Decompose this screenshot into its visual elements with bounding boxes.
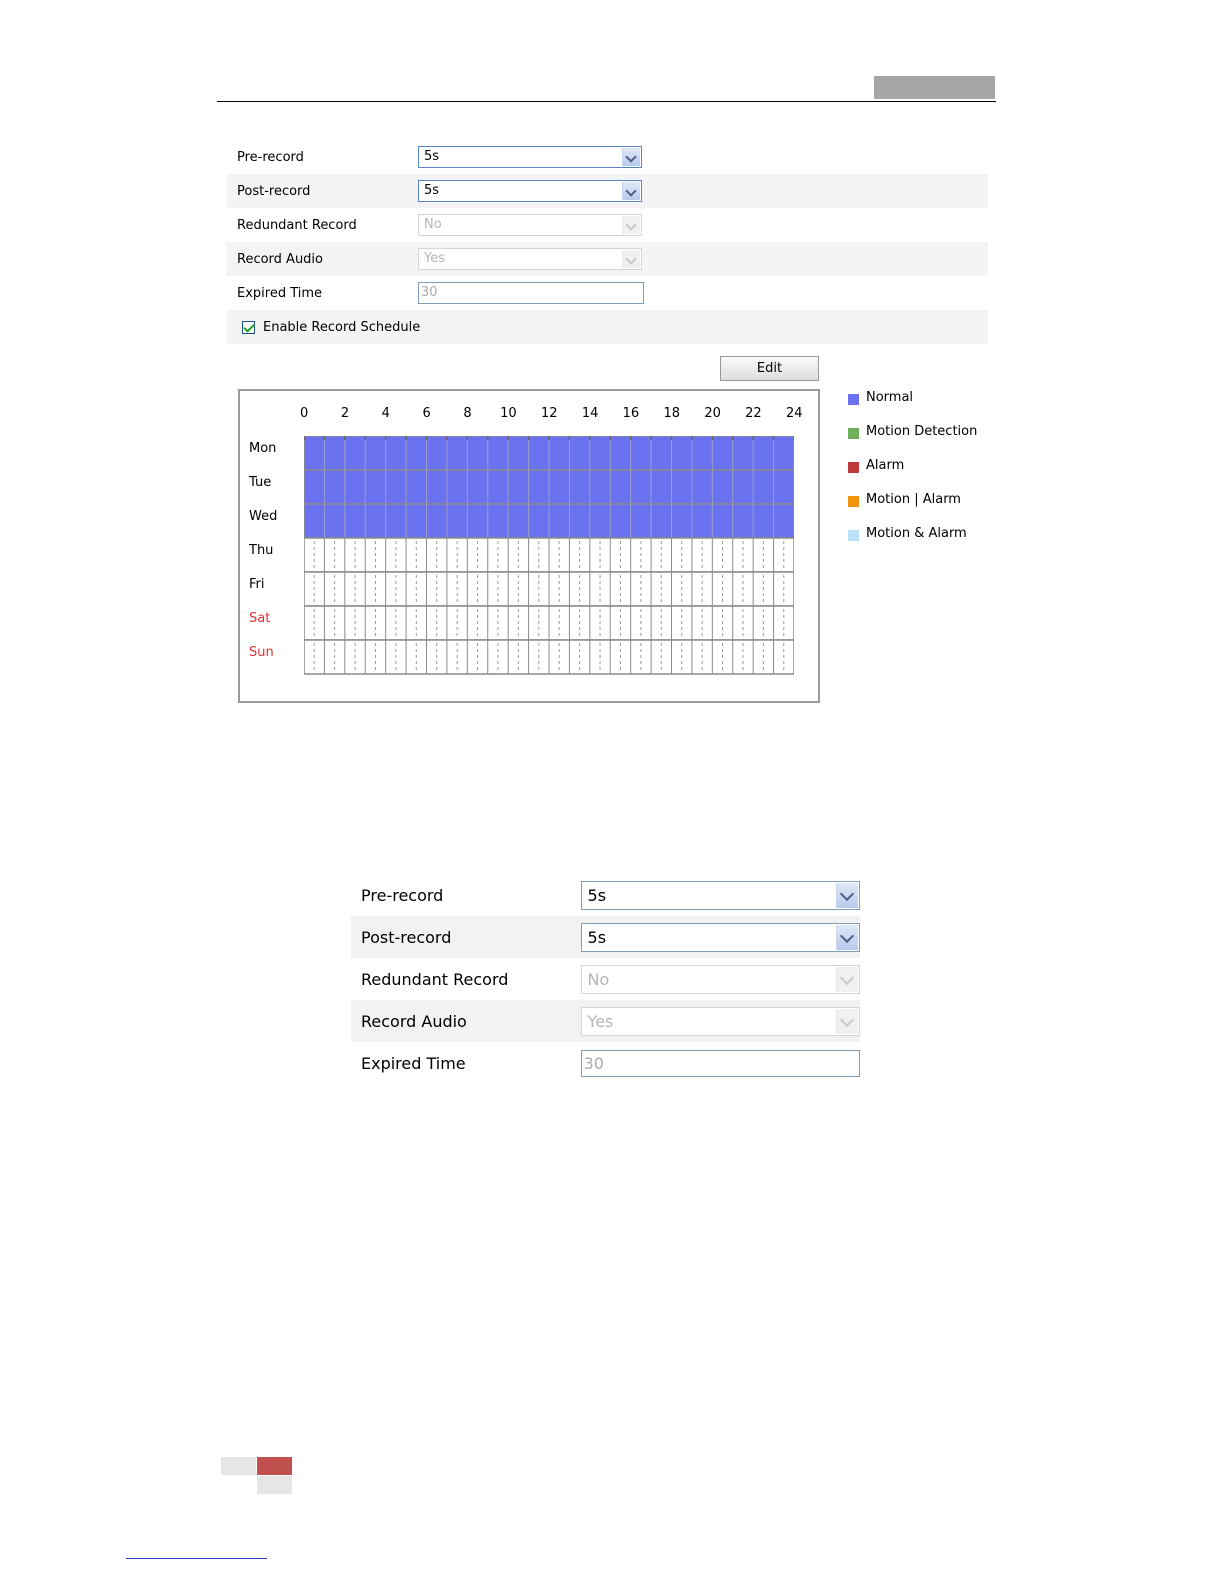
legend-label: Motion | Alarm — [866, 492, 961, 507]
hour-label: 0 — [300, 406, 309, 421]
header-tab-block — [874, 76, 995, 99]
expired-time-input[interactable]: 30 — [581, 1050, 860, 1077]
footer-link-underline — [126, 1558, 267, 1559]
footer-block — [221, 1457, 256, 1475]
post-record-label: Post-record — [237, 183, 311, 199]
day-label-mon: Mon — [249, 441, 277, 456]
record-audio-select — [581, 1007, 860, 1036]
day-label-sun: Sun — [249, 645, 274, 660]
hour-label: 22 — [745, 406, 762, 421]
post-record-select[interactable] — [418, 180, 642, 202]
record-audio-value: Yes — [424, 251, 445, 266]
pre-record-value: 5s — [424, 149, 440, 164]
post-record-value: 5s — [587, 927, 607, 947]
hour-label: 10 — [500, 406, 517, 421]
pre-record-value: 5s — [587, 885, 607, 905]
chevron-down-icon[interactable] — [836, 883, 858, 908]
record-settings-form-large — [351, 874, 860, 1084]
hour-label: 8 — [463, 406, 472, 421]
hour-label: 16 — [622, 406, 640, 421]
redundant-record-label: Redundant Record — [237, 217, 357, 233]
pre-record-label: Pre-record — [361, 885, 444, 905]
legend-swatch — [848, 496, 859, 507]
expired-time-label: Expired Time — [237, 285, 323, 301]
header-rule — [217, 101, 996, 102]
hour-label: 4 — [381, 406, 390, 421]
redundant-record-row-large — [351, 958, 860, 1000]
schedule-grid[interactable] — [304, 436, 794, 676]
footer-block — [257, 1476, 292, 1494]
post-record-row — [226, 174, 988, 208]
record-audio-label: Record Audio — [237, 251, 323, 267]
enable-schedule-checkbox[interactable] — [242, 321, 255, 334]
redundant-record-value: No — [587, 969, 610, 989]
expired-time-row-large — [351, 1042, 860, 1084]
day-label-thu: Thu — [249, 543, 274, 558]
pre-record-label: Pre-record — [237, 149, 304, 165]
redundant-record-label: Redundant Record — [361, 969, 509, 989]
chevron-down-icon[interactable] — [836, 925, 858, 950]
redundant-record-row — [226, 208, 988, 242]
legend-swatch — [848, 428, 859, 439]
hour-label: 20 — [704, 406, 721, 421]
record-audio-select — [418, 248, 642, 270]
hour-label: 24 — [786, 406, 803, 421]
hour-label: 12 — [541, 406, 558, 421]
post-record-select[interactable] — [581, 923, 860, 952]
pre-record-select[interactable] — [418, 146, 642, 168]
record-settings-form — [226, 140, 988, 344]
day-label-sat: Sat — [249, 611, 271, 626]
post-record-label: Post-record — [361, 927, 452, 947]
hour-label: 14 — [581, 406, 599, 421]
expired-time-label: Expired Time — [361, 1053, 466, 1073]
enable-schedule-label: Enable Record Schedule — [263, 319, 421, 335]
record-audio-row-large — [351, 1000, 860, 1042]
expired-time-row — [226, 276, 988, 310]
legend-swatch — [848, 530, 859, 541]
legend-label: Motion & Alarm — [866, 526, 967, 541]
legend-label: Normal — [866, 390, 914, 405]
day-label-wed: Wed — [249, 509, 278, 524]
day-label-fri: Fri — [249, 577, 265, 592]
redundant-record-select — [418, 214, 642, 236]
pre-record-row — [226, 140, 988, 174]
chevron-down-icon[interactable] — [622, 148, 640, 166]
pre-record-select[interactable] — [581, 881, 860, 910]
hour-label: 18 — [663, 406, 681, 421]
expired-time-input[interactable]: 30 — [418, 282, 644, 304]
edit-schedule-button[interactable]: Edit — [720, 356, 819, 381]
day-label-tue: Tue — [249, 475, 272, 490]
chevron-down-icon — [622, 250, 640, 268]
chevron-down-icon — [836, 1009, 858, 1034]
footer-accent-block — [257, 1457, 292, 1475]
chevron-down-icon — [622, 216, 640, 234]
record-audio-row — [226, 242, 988, 276]
post-record-value: 5s — [424, 183, 440, 198]
redundant-record-value: No — [424, 217, 442, 232]
legend-label: Motion Detection — [866, 424, 978, 439]
chevron-down-icon — [836, 967, 858, 992]
legend-swatch — [848, 394, 859, 405]
post-record-row-large — [351, 916, 860, 958]
hour-label: 2 — [340, 406, 350, 421]
chevron-down-icon[interactable] — [622, 182, 640, 200]
legend-label: Alarm — [866, 458, 905, 473]
redundant-record-select — [581, 965, 860, 994]
legend-swatch — [848, 462, 859, 473]
record-audio-label: Record Audio — [361, 1011, 467, 1031]
record-audio-value: Yes — [587, 1011, 614, 1031]
hour-label: 6 — [422, 406, 431, 421]
enable-schedule-row — [226, 310, 988, 344]
pre-record-row-large — [351, 874, 860, 916]
